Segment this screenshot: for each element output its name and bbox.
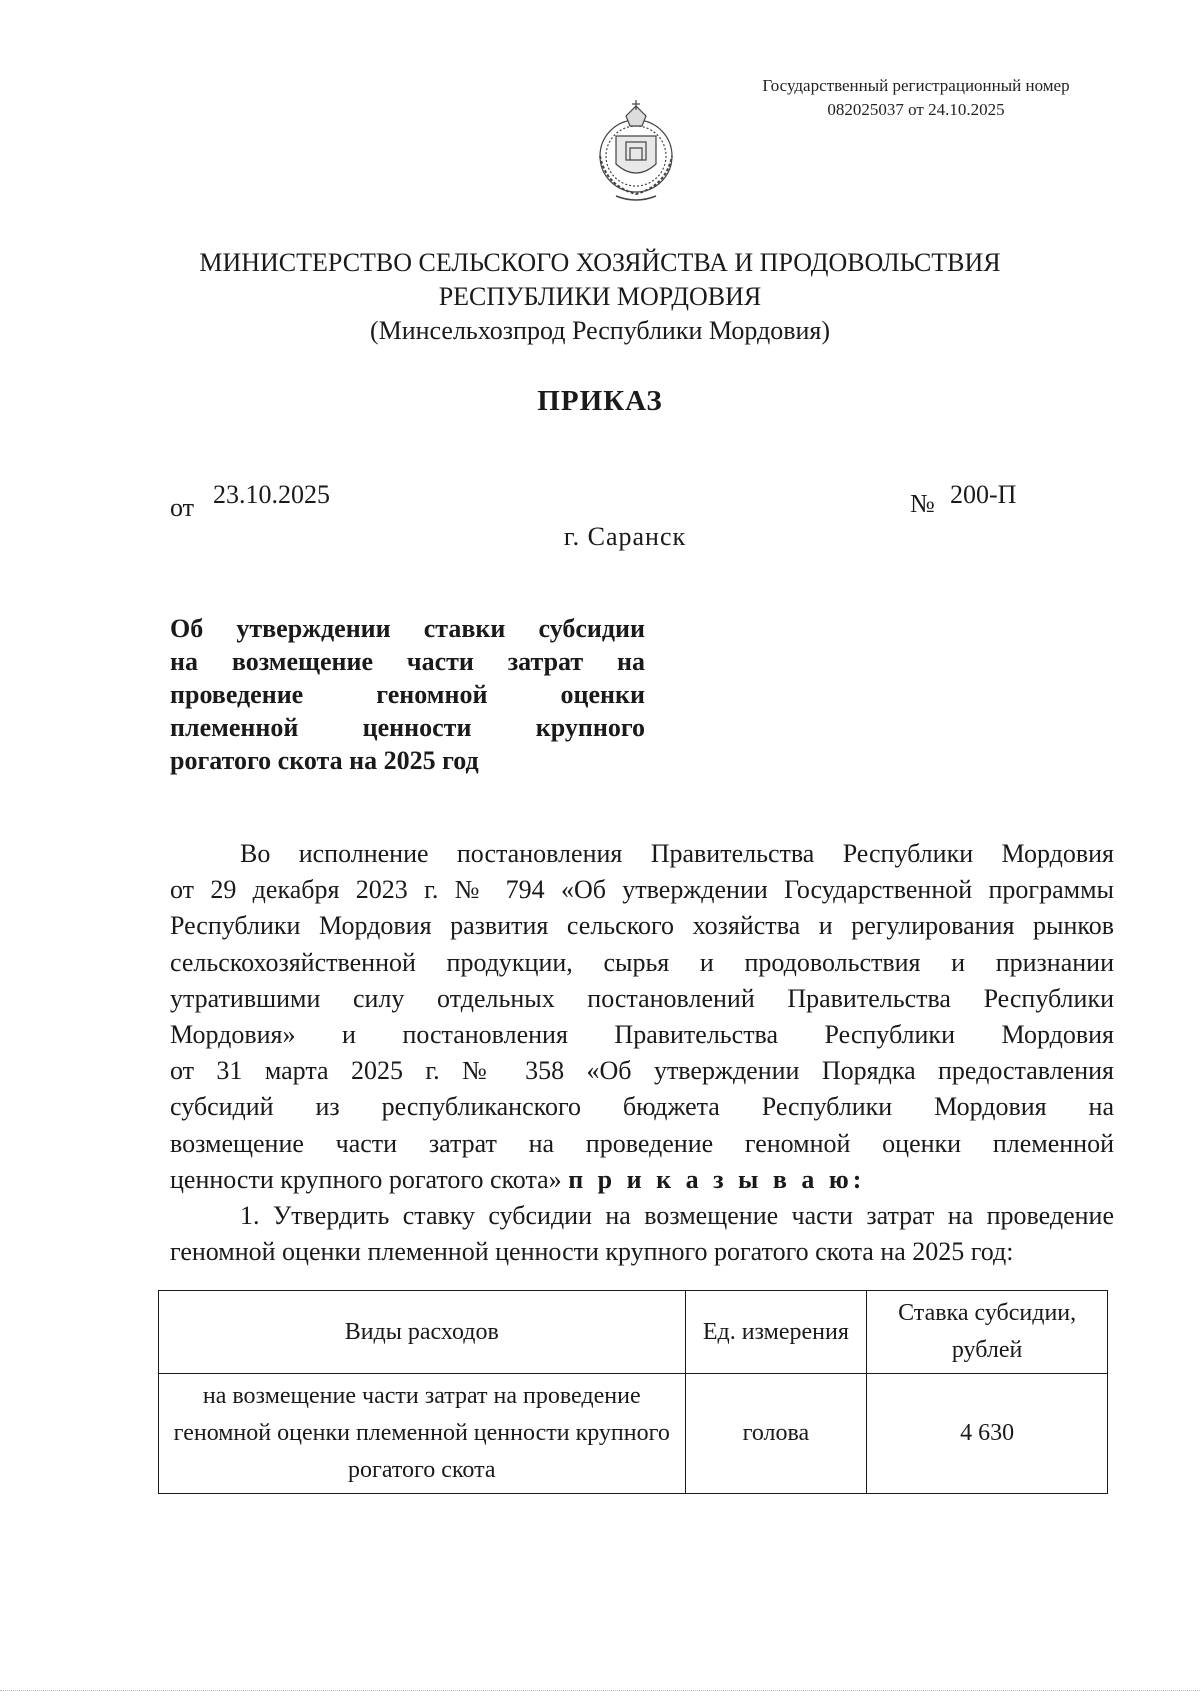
- body-line: Республики Мордовия развития сельского хозяйства и регулирования рынков: [170, 911, 1114, 941]
- subject-line: рогатого скота на 2025 год: [170, 746, 479, 775]
- cell-unit: голова: [685, 1374, 867, 1494]
- order-number: 200-П: [950, 480, 1017, 509]
- registration-label: Государственный регистрационный номер: [762, 76, 1070, 95]
- body-line: утратившими силу отдельных постановлений Правительства Республики: [170, 983, 1114, 1013]
- cell-rate: 4 630: [867, 1374, 1108, 1494]
- body-line: от 29 декабря 2023 г. № 794 «Об утверждении Государственной программы: [170, 875, 1114, 905]
- number-label: №: [910, 489, 935, 518]
- prikazyvayu: п р и к а з ы в а ю:: [568, 1164, 866, 1194]
- body-line: возмещение части затрат на проведение геномной оценки племенной: [170, 1128, 1114, 1158]
- header-expense-type: Виды расходов: [159, 1291, 686, 1374]
- subject-line: на возмещение части затрат на: [170, 647, 645, 676]
- order-subject: [170, 612, 645, 777]
- registration-number: 082025037 от 24.10.2025: [827, 100, 1005, 119]
- ministry-region: РЕСПУБЛИКИ МОРДОВИЯ: [438, 282, 762, 311]
- body-line: ценности крупного рогатого скота»: [170, 1164, 562, 1194]
- header-rate: Ставка субсидии, рублей: [867, 1291, 1108, 1374]
- subsidy-rate-table: [158, 1290, 1108, 1494]
- ministry-short-name: (Минсельхозпрод Республики Мордовия): [369, 316, 831, 345]
- cell-expense-type: на возмещение части затрат на проведение геномной оценки племенной ценности крупного рогатого скота: [159, 1374, 686, 1494]
- body-line: сельскохозяйственной продукции, сырья и продовольствия и признании: [170, 947, 1114, 977]
- subject-line: проведение геномной оценки: [170, 680, 645, 709]
- scan-edge-divider: [0, 1690, 1200, 1691]
- item-1-line: геномной оценки племенной ценности крупного рогатого скота на 2025 год:: [170, 1237, 1014, 1267]
- coat-of-arms-emblem-icon: [586, 96, 686, 208]
- subject-line: племенной ценности крупного: [170, 713, 645, 742]
- item-1-line: 1. Утвердить ставку субсидии на возмещение части затрат на проведение: [240, 1201, 1114, 1231]
- order-body: [170, 836, 1114, 1270]
- city: г. Саранск: [563, 522, 687, 551]
- body-line: Во исполнение постановления Правительства Республики Мордовия: [240, 839, 1114, 868]
- body-line: субсидий из республиканского бюджета Республики Мордовия на: [170, 1092, 1114, 1122]
- date-label: от: [170, 493, 195, 522]
- subject-line: Об утверждении ставки субсидии: [170, 614, 645, 643]
- table-row: [159, 1374, 1108, 1494]
- table-header-row: [159, 1291, 1108, 1374]
- ministry-name: МИНИСТЕРСТВО СЕЛЬСКОГО ХОЗЯЙСТВА И ПРОДОВОЛЬСТВИЯ: [199, 248, 1001, 277]
- header-unit: Ед. измерения: [685, 1291, 867, 1374]
- body-line-final: [170, 1162, 1114, 1198]
- body-line: от 31 марта 2025 г. № 358 «Об утверждении Порядка предоставления: [170, 1056, 1114, 1086]
- body-line: Мордовия» и постановления Правительства Республики Мордовия: [170, 1020, 1114, 1050]
- ministry-header: [100, 246, 1100, 348]
- document-title: ПРИКАЗ: [537, 385, 663, 417]
- order-date: 23.10.2025: [213, 480, 330, 509]
- registration-stamp: [706, 74, 1126, 122]
